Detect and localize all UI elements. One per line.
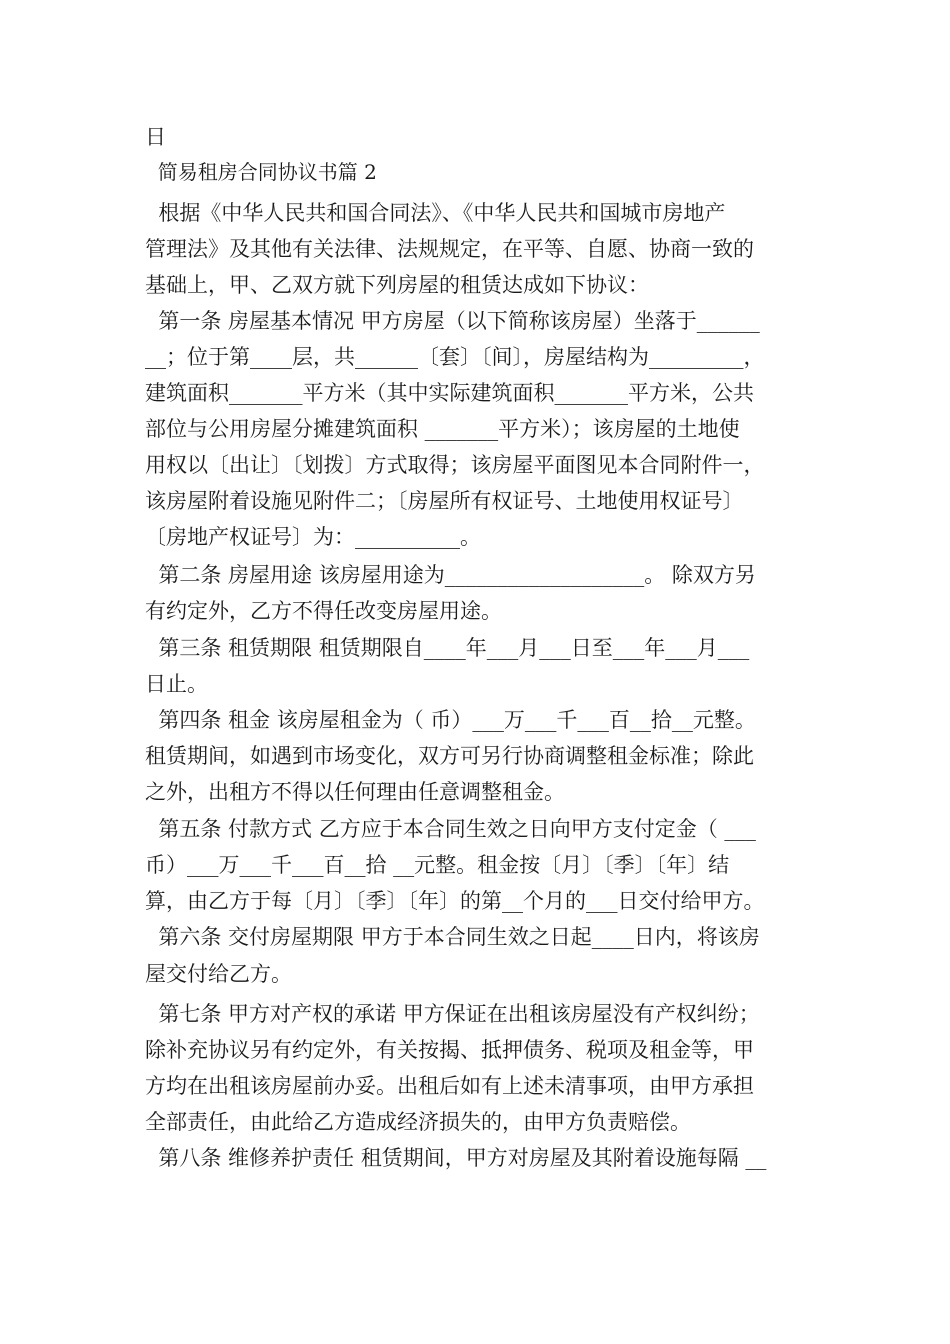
text-line: 部位与公用房屋分摊建筑面积 _______平方米）；该房屋的土地使 xyxy=(145,417,740,441)
text-line: 方均在出租该房屋前办妥。出租后如有上述未清事项，由甲方承担 xyxy=(145,1074,754,1098)
text-line: 币）___万___千___百__拾 __元整。租金按〔月〕〔季〕〔年〕结 xyxy=(145,853,730,877)
text-line: 〔房地产权证号〕为：__________。 xyxy=(145,525,481,549)
text-line: 第六条 交付房屋期限 甲方于本合同生效之日起____日内，将该房 xyxy=(145,925,760,949)
text-line: 算，由乙方于每〔月〕〔季〕〔年〕的第__个月的___日交付给甲方。 xyxy=(145,889,765,913)
text-line: 第八条 维修养护责任 租赁期间，甲方对房屋及其附着设施每隔 __ xyxy=(145,1146,767,1170)
text-line: 第三条 租赁期限 租赁期限自____年___月___日至___年___月___ xyxy=(145,636,750,660)
text-line: 之外，出租方不得以任何理由任意调整租金。 xyxy=(145,780,565,804)
text-line-date-fragment: 日 xyxy=(145,125,166,149)
section-heading: 简易租房合同协议书篇 2 xyxy=(145,160,377,184)
text-line: 第一条 房屋基本情况 甲方房屋（以下简称该房屋）坐落于______ xyxy=(145,309,760,333)
text-line: 基础上，甲、乙双方就下列房屋的租赁达成如下协议： xyxy=(145,273,649,297)
text-line: 第七条 甲方对产权的承诺 甲方保证在出租该房屋没有产权纠纷； xyxy=(145,1002,760,1026)
text-line: 第二条 房屋用途 该房屋用途为___________________。 除双方另 xyxy=(145,563,756,587)
text-line: 该房屋附着设施见附件二；〔房屋所有权证号、土地使用权证号〕 xyxy=(145,489,744,513)
text-line: 屋交付给乙方。 xyxy=(145,962,292,986)
text-line: 管理法》及其他有关法律、法规规定，在平等、自愿、协商一致的 xyxy=(145,237,754,261)
text-line: 除补充协议另有约定外，有关按揭、抵押债务、税项及租金等，甲 xyxy=(145,1038,754,1062)
text-line: __；位于第____层，共______〔套〕〔间〕，房屋结构为_________， xyxy=(145,345,765,369)
text-line: 日止。 xyxy=(145,672,208,696)
text-line: 根据《中华人民共和国合同法》、《中华人民共和国城市房地产 xyxy=(145,201,726,225)
text-line: 第五条 付款方式 乙方应于本合同生效之日向甲方支付定金（ ___ xyxy=(145,817,756,841)
text-line: 建筑面积_______平方米（其中实际建筑面积_______平方米，公共 xyxy=(145,381,754,405)
text-line: 全部责任，由此给乙方造成经济损失的，由甲方负责赔偿。 xyxy=(145,1110,691,1134)
text-line: 有约定外，乙方不得任改变房屋用途。 xyxy=(145,599,502,623)
text-line: 第四条 租金 该房屋租金为（ 币）___万___千___百__拾__元整。 xyxy=(145,708,756,732)
text-line: 租赁期间，如遇到市场变化，双方可另行协商调整租金标准；除此 xyxy=(145,744,754,768)
text-line: 用权以〔出让〕〔划拨〕方式取得；该房屋平面图见本合同附件一， xyxy=(145,453,765,477)
